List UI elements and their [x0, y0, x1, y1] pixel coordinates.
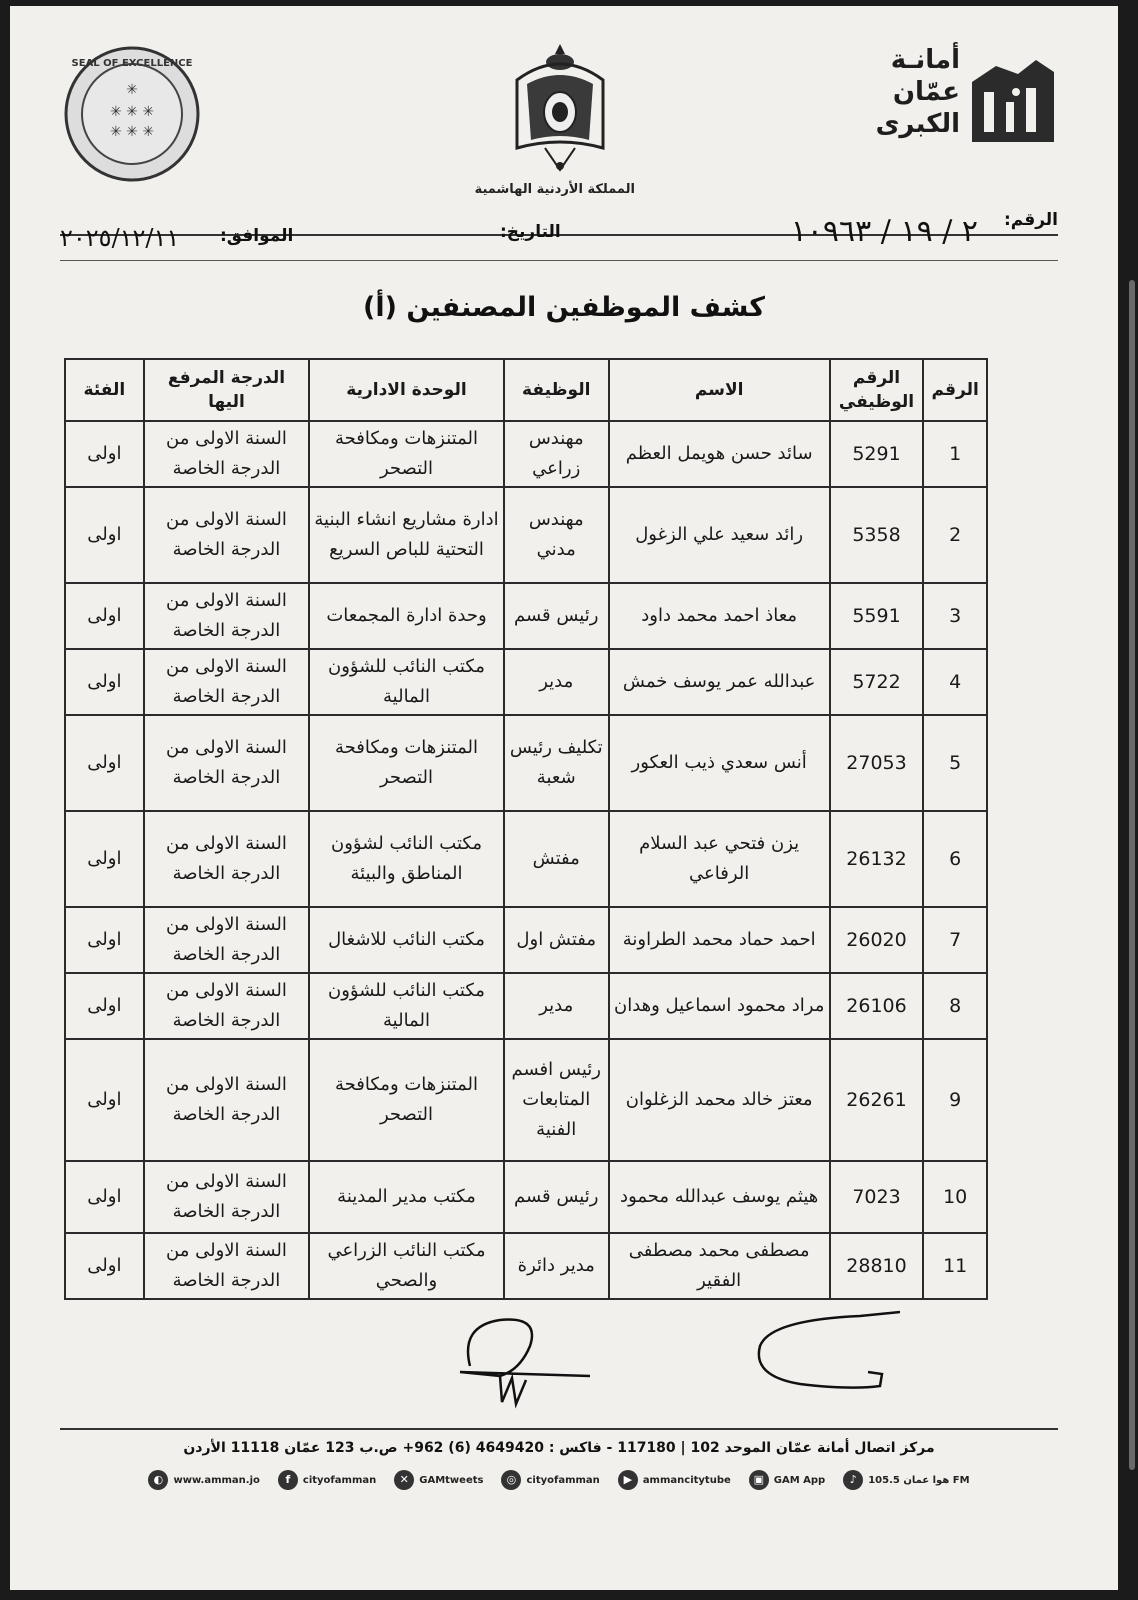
cell-job: مفتش اول — [504, 907, 609, 973]
cell-emp-no: 26020 — [830, 907, 924, 973]
reference-line — [60, 204, 1058, 264]
svg-text:✳ ✳ ✳: ✳ ✳ ✳ — [109, 104, 155, 120]
cell-job: مدير — [504, 973, 609, 1039]
cell-emp-no: 26132 — [830, 811, 924, 907]
col-header-emp-no: الرقم الوظيفي — [830, 359, 924, 421]
cell-grade: السنة الاولى من الدرجة الخاصة — [144, 583, 309, 649]
cell-name: احمد حماد محمد الطراونة — [609, 907, 830, 973]
cell-name: يزن فتحي عبد السلام الرفاعي — [609, 811, 830, 907]
cell-category: اولى — [65, 1233, 144, 1299]
seal-text: SEAL OF EXCELLENCE — [71, 58, 193, 69]
table-row — [65, 649, 987, 715]
amman-logo-icon — [966, 52, 1058, 147]
cell-no: 5 — [923, 715, 987, 811]
cell-job: رئيس قسم — [504, 1161, 609, 1233]
seal-icon — [62, 44, 202, 184]
cell-category: اولى — [65, 421, 144, 487]
cell-emp-no: 5591 — [830, 583, 924, 649]
footer — [60, 1428, 1058, 1490]
web-icon: ◐ — [148, 1470, 168, 1490]
cell-no: 8 — [923, 973, 987, 1039]
radio-icon: ♪ — [843, 1470, 863, 1490]
cell-unit: وحدة ادارة المجمعات — [309, 583, 504, 649]
cell-job: مدير دائرة — [504, 1233, 609, 1299]
cell-unit: المتنزهات ومكافحة التصحر — [309, 421, 504, 487]
cell-no: 9 — [923, 1039, 987, 1161]
cell-job: مفتش — [504, 811, 609, 907]
table-row — [65, 1233, 987, 1299]
cell-name: أنس سعدي ذيب العكور — [609, 715, 830, 811]
col-header-grade: الدرجة المرفع اليها — [144, 359, 309, 421]
cell-no: 2 — [923, 487, 987, 583]
cell-job: تكليف رئيس شعبة — [504, 715, 609, 811]
col-header-category: الفئة — [65, 359, 144, 421]
cell-grade: السنة الاولى من الدرجة الخاصة — [144, 1161, 309, 1233]
excellence-seal — [62, 44, 202, 184]
cell-category: اولى — [65, 811, 144, 907]
cell-unit: مكتب النائب للشؤون المالية — [309, 649, 504, 715]
social-item-web[interactable]: ◐ www.amman.jo — [148, 1470, 259, 1490]
app-icon: ▣ — [749, 1470, 769, 1490]
cell-name: معاذ احمد محمد داود — [609, 583, 830, 649]
cell-grade: السنة الاولى من الدرجة الخاصة — [144, 487, 309, 583]
youtube-icon: ▶ — [618, 1470, 638, 1490]
cell-unit: مكتب النائب للاشغال — [309, 907, 504, 973]
social-item-instagram[interactable]: ◎ cityofamman — [501, 1470, 599, 1490]
cell-emp-no: 7023 — [830, 1161, 924, 1233]
cell-job: مدير — [504, 649, 609, 715]
cell-grade: السنة الاولى من الدرجة الخاصة — [144, 649, 309, 715]
cell-grade: السنة الاولى من الدرجة الخاصة — [144, 907, 309, 973]
cell-emp-no: 5722 — [830, 649, 924, 715]
table-row — [65, 973, 987, 1039]
cell-grade: السنة الاولى من الدرجة الخاصة — [144, 1039, 309, 1161]
date-label: التاريخ: — [500, 222, 561, 242]
cell-emp-no: 5291 — [830, 421, 924, 487]
table-row — [65, 487, 987, 583]
cell-unit: مكتب مدير المدينة — [309, 1161, 504, 1233]
svg-text:✳ ✳ ✳: ✳ ✳ ✳ — [109, 124, 155, 140]
cell-unit: المتنزهات ومكافحة التصحر — [309, 715, 504, 811]
cell-unit: ادارة مشاريع انشاء البنية التحتية للباص السريع — [309, 487, 504, 583]
cell-grade: السنة الاولى من الدرجة الخاصة — [144, 421, 309, 487]
page-title: كشف الموظفين المصنفين (أ) — [363, 292, 765, 323]
cell-category: اولى — [65, 583, 144, 649]
cell-emp-no: 26261 — [830, 1039, 924, 1161]
table-row — [65, 421, 987, 487]
facebook-icon: f — [278, 1470, 298, 1490]
cell-job: مهندس زراعي — [504, 421, 609, 487]
cell-grade: السنة الاولى من الدرجة الخاصة — [144, 715, 309, 811]
cell-name: معتز خالد محمد الزغلوان — [609, 1039, 830, 1161]
number-label: الرقم: — [1003, 210, 1058, 230]
col-header-name: الاسم — [609, 359, 830, 421]
table-row — [65, 811, 987, 907]
agreed-label: الموافق: — [220, 226, 294, 246]
contact-info: مركز اتصال أمانة عمّان الموحد 102 | 117180 - فاكس : 4649420 (6) 962+ ص.ب 123 عمّان 11118 الأردن — [183, 1440, 935, 1456]
cell-category: اولى — [65, 1161, 144, 1233]
crown-crest-icon — [505, 40, 615, 178]
cell-no: 7 — [923, 907, 987, 973]
svg-text:✳: ✳ — [126, 82, 138, 98]
cell-no: 6 — [923, 811, 987, 907]
number-value: ٢ / ١٩ / ١٠٩٦٣ — [790, 214, 978, 249]
cell-no: 10 — [923, 1161, 987, 1233]
x-icon: ✕ — [394, 1470, 414, 1490]
cell-name: مراد محمود اسماعيل وهدان — [609, 973, 830, 1039]
table-row — [65, 715, 987, 811]
social-item-radio[interactable]: ♪ هوا عمان 105.5 FM — [843, 1470, 969, 1490]
social-links — [60, 1470, 1058, 1490]
signatures — [440, 1306, 920, 1426]
instagram-icon: ◎ — [501, 1470, 521, 1490]
cell-job: رئيس افسم المتابعات الفنية — [504, 1039, 609, 1161]
table-header-row — [65, 359, 987, 421]
cell-unit: المتنزهات ومكافحة التصحر — [309, 1039, 504, 1161]
cell-grade: السنة الاولى من الدرجة الخاصة — [144, 1233, 309, 1299]
cell-unit: مكتب النائب لشؤون المناطق والبيئة — [309, 811, 504, 907]
amman-logo — [873, 44, 1058, 154]
cell-job: رئيس قسم — [504, 583, 609, 649]
social-item-x[interactable]: ✕ GAMtweets — [394, 1470, 483, 1490]
cell-unit: مكتب النائب للشؤون المالية — [309, 973, 504, 1039]
cell-emp-no: 28810 — [830, 1233, 924, 1299]
table-row — [65, 907, 987, 973]
employees-table — [64, 358, 988, 1300]
agreed-value: ٢٠٢٥/١٢/١١ — [60, 224, 180, 252]
col-header-no: الرقم — [923, 359, 987, 421]
cell-category: اولى — [65, 907, 144, 973]
cell-grade: السنة الاولى من الدرجة الخاصة — [144, 811, 309, 907]
kingdom-name: المملكة الأردنية الهاشمية — [474, 182, 635, 197]
cell-grade: السنة الاولى من الدرجة الخاصة — [144, 973, 309, 1039]
cell-emp-no: 26106 — [830, 973, 924, 1039]
cell-unit: مكتب النائب الزراعي والصحي — [309, 1233, 504, 1299]
logo-text: أمانـة عمّان الكبرى — [875, 45, 960, 139]
social-item-app[interactable]: ▣ GAM App — [749, 1470, 825, 1490]
scrollbar[interactable] — [1129, 280, 1135, 1470]
table-row — [65, 583, 987, 649]
cell-name: مصطفى محمد مصطفى الفقير — [609, 1233, 830, 1299]
signature-right — [759, 1312, 900, 1388]
cell-category: اولى — [65, 1039, 144, 1161]
cell-no: 3 — [923, 583, 987, 649]
cell-emp-no: 5358 — [830, 487, 924, 583]
table-row — [65, 1161, 987, 1233]
signature-left — [460, 1320, 590, 1404]
cell-category: اولى — [65, 715, 144, 811]
cell-category: اولى — [65, 973, 144, 1039]
cell-category: اولى — [65, 649, 144, 715]
cell-job: مهندس مدني — [504, 487, 609, 583]
coat-of-arms — [474, 40, 635, 210]
social-item-youtube[interactable]: ▶ ammancitytube — [618, 1470, 731, 1490]
col-header-unit: الوحدة الادارية — [309, 359, 504, 421]
table-row — [65, 1039, 987, 1161]
cell-no: 1 — [923, 421, 987, 487]
cell-no: 4 — [923, 649, 987, 715]
document-page — [10, 6, 1118, 1590]
cell-name: هيثم يوسف عبدالله محمود — [609, 1161, 830, 1233]
cell-emp-no: 27053 — [830, 715, 924, 811]
cell-name: عبدالله عمر يوسف خمش — [609, 649, 830, 715]
social-item-facebook[interactable]: f cityofamman — [278, 1470, 376, 1490]
cell-name: سائد حسن هويمل العظم — [609, 421, 830, 487]
cell-no: 11 — [923, 1233, 987, 1299]
cell-name: رائد سعيد علي الزغول — [609, 487, 830, 583]
cell-category: اولى — [65, 487, 144, 583]
col-header-job: الوظيفة — [504, 359, 609, 421]
